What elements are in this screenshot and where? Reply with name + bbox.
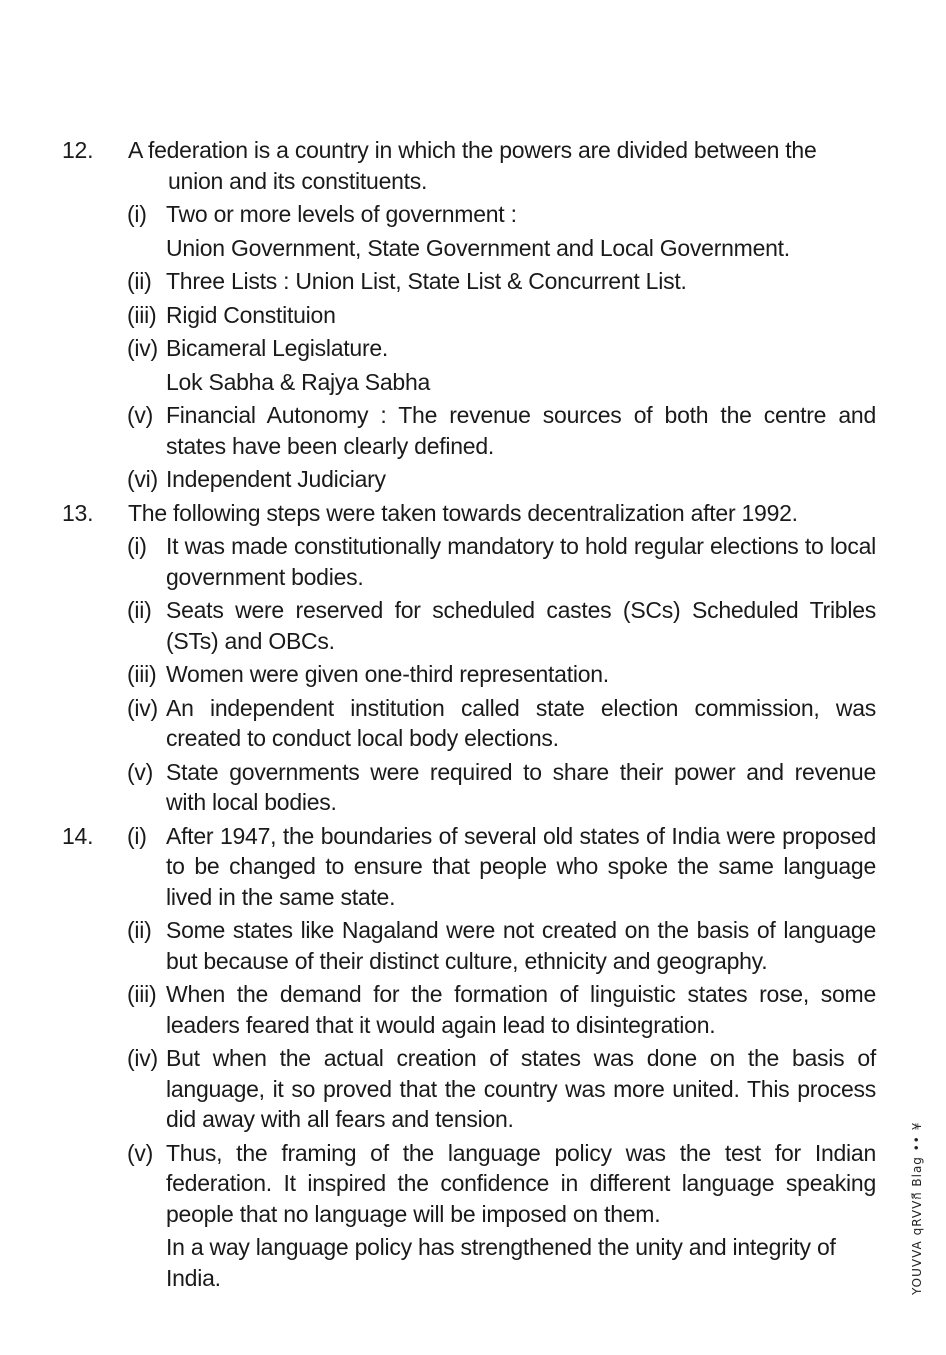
- item-number: (iv): [127, 335, 158, 361]
- item-number: (i): [127, 533, 147, 559]
- question-14: [0, 821, 946, 913]
- list-item: [0, 266, 946, 297]
- list-item: [0, 1138, 946, 1294]
- item-text: Rigid Constituion: [166, 301, 336, 328]
- item-number: (iii): [127, 981, 157, 1007]
- list-item: [0, 659, 946, 690]
- item-number: (v): [127, 1139, 154, 1166]
- item-number: (vi): [127, 466, 158, 492]
- item-number: (ii): [127, 597, 152, 623]
- item-text: It was made constitutionally mandatory to hold regular elections to local government bodies.: [166, 533, 876, 590]
- item-text: Women were given one-third representation.: [166, 661, 609, 687]
- item-number: (i): [127, 201, 147, 227]
- item-text: Seats were reserved for scheduled castes (SCs) Scheduled Tribles (STs) and OBCs.: [166, 597, 876, 654]
- answer-list: [0, 135, 946, 1293]
- item-text: Financial Autonomy : The revenue sources of both the centre and states have been clearly defined.: [166, 402, 876, 459]
- item-number: (iii): [127, 301, 157, 328]
- list-item: [0, 915, 946, 976]
- item-number: (iv): [127, 1045, 158, 1071]
- item-subtext: Lok Sabha & Rajya Sabha: [166, 368, 431, 395]
- item-subtext: In a way language policy has strengthened the unity and integrity of India.: [166, 1234, 836, 1291]
- list-item: [0, 531, 946, 592]
- item-text: Some states like Nagaland were not created on the basis of language but because of their distinct culture, ethnicity and geography.: [166, 917, 876, 974]
- list-item: [0, 979, 946, 1040]
- question-number: 13.: [62, 499, 94, 526]
- question-12: [0, 135, 946, 196]
- question-13: [0, 498, 946, 529]
- question-number: 14.: [62, 822, 94, 849]
- list-item: [0, 464, 946, 495]
- question-text: The following steps were taken towards decentralization after 1992.: [128, 499, 798, 526]
- item-text: State governments were required to share their power and revenue with local bodies.: [166, 758, 876, 815]
- list-item: [0, 333, 946, 397]
- list-item: [0, 693, 946, 754]
- item-text: After 1947, the boundaries of several old states of India were proposed to be changed to ensure that people who spoke the same language lived in the same state.: [166, 822, 876, 910]
- item-number: (i): [127, 822, 147, 849]
- item-text: When the demand for the formation of linguistic states rose, some leaders feared that it would again lead to disintegration.: [166, 981, 876, 1038]
- list-item: [0, 757, 946, 818]
- item-subtext: Union Government, State Government and Local Government.: [166, 234, 790, 261]
- item-text: Three Lists : Union List, State List & Concurrent List.: [166, 268, 687, 294]
- list-item: [0, 199, 946, 263]
- item-number: (v): [127, 402, 154, 428]
- item-text: Two or more levels of government :: [166, 201, 517, 227]
- item-number: (ii): [127, 268, 152, 294]
- list-item: [0, 300, 946, 331]
- question-number: 12.: [62, 137, 94, 163]
- side-margin-text: YOUVVA qRVVกี Blag •• ¥: [910, 1121, 924, 1295]
- list-item: [0, 595, 946, 656]
- item-text: Thus, the framing of the language policy was the test for Indian federation. It inspired the confidence in different language speaking people that no language will be imposed on them.: [166, 1139, 876, 1227]
- item-number: (iii): [127, 661, 157, 687]
- item-text: Independent Judiciary: [166, 466, 386, 492]
- item-number: (v): [127, 758, 154, 785]
- item-number: (ii): [127, 917, 152, 943]
- item-number: (iv): [127, 694, 158, 721]
- item-text: Bicameral Legislature.: [166, 335, 389, 361]
- item-text: But when the actual creation of states was done on the basis of language, it so proved that the country was more united. This process did away with all fears and tension.: [166, 1045, 876, 1132]
- question-line-continued: union and its constituents.: [168, 167, 428, 194]
- question-text: [128, 135, 876, 196]
- question-line: A federation is a country in which the powers are divided between the: [128, 137, 817, 163]
- list-item: [0, 400, 946, 461]
- item-text: An independent institution called state election commission, was created to conduct local body elections.: [166, 694, 876, 751]
- list-item: [0, 1043, 946, 1135]
